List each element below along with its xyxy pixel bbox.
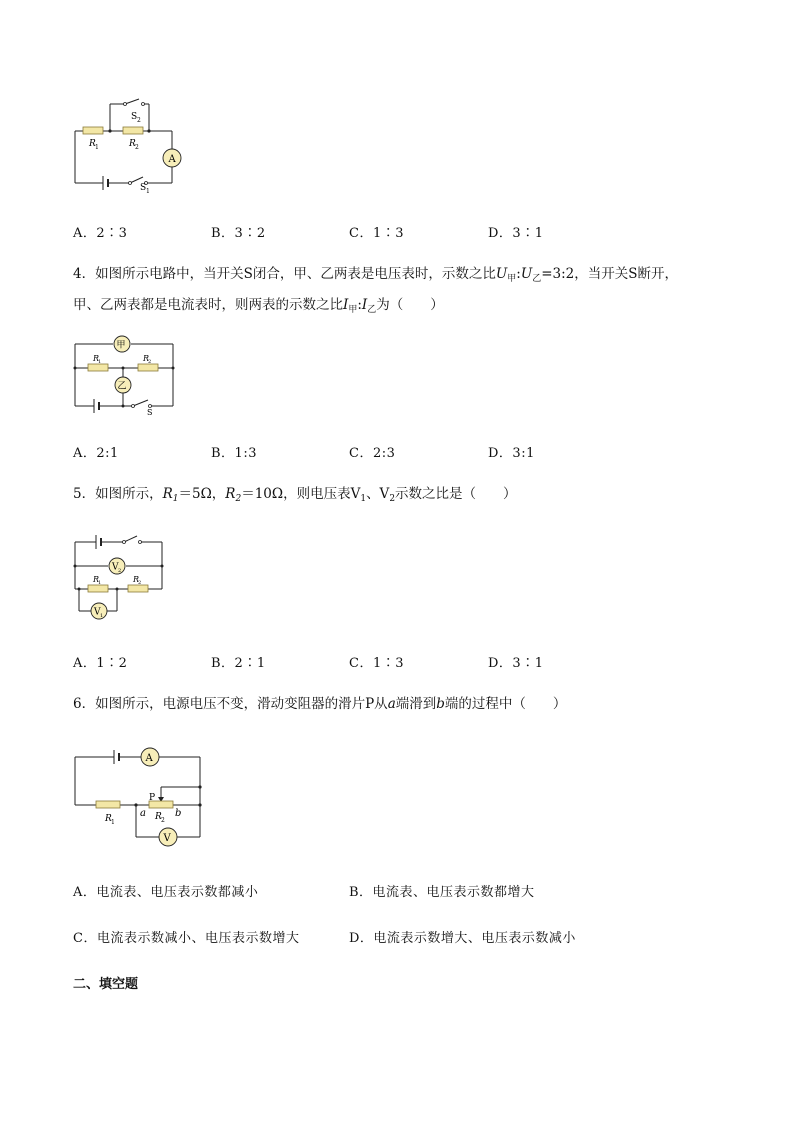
q4-circuit-diagram <box>70 335 180 415</box>
section-title-fill-in: 二、填空题 <box>73 977 139 992</box>
svg-text:P: P <box>149 793 156 803</box>
q6-option-c[interactable]: C．电流表示数减小、电压表示数增大 <box>73 931 300 946</box>
q3-resistor-r1 <box>83 127 103 134</box>
q6-circuit-diagram <box>70 745 210 855</box>
q6-stem: 6．如图所示，电源电压不变，滑动变阻器的滑片P从a端滑到b端的过程中（ ） <box>73 696 567 712</box>
q4-resistor-r1 <box>88 364 108 371</box>
q5-circuit-diagram <box>70 533 170 625</box>
q4-resistor-r2 <box>138 364 158 371</box>
q4-option-c[interactable]: C．2:3 <box>349 446 396 461</box>
svg-text:a: a <box>140 808 146 819</box>
svg-text:2: 2 <box>135 144 139 151</box>
q6-option-b[interactable]: B．电流表、电压表示数都增大 <box>349 885 535 900</box>
svg-text:R: R <box>129 139 136 149</box>
svg-text:1: 1 <box>95 144 99 151</box>
svg-text:R: R <box>89 139 96 149</box>
svg-text:1: 1 <box>146 188 150 195</box>
q5-option-d[interactable]: D．3∶1 <box>488 656 544 671</box>
q6-option-d[interactable]: D．电流表示数增大、电压表示数减小 <box>349 931 576 946</box>
svg-text:A: A <box>145 753 153 764</box>
svg-text:1: 1 <box>98 580 102 586</box>
q5-resistor-r2 <box>128 585 148 592</box>
svg-text:V: V <box>94 607 101 618</box>
svg-text:R: R <box>105 814 112 824</box>
svg-text:乙: 乙 <box>117 381 127 392</box>
svg-text:S: S <box>131 112 138 122</box>
q3-option-a[interactable]: A．2∶3 <box>73 226 128 241</box>
q6-resistor-r1 <box>96 801 120 808</box>
svg-text:2: 2 <box>138 580 142 586</box>
q3-option-c[interactable]: C．1∶3 <box>349 226 404 241</box>
svg-text:R: R <box>143 354 150 363</box>
svg-text:2: 2 <box>137 117 141 124</box>
q5-option-b[interactable]: B．2∶1 <box>211 656 266 671</box>
svg-text:R: R <box>155 812 162 822</box>
svg-text:1: 1 <box>111 819 115 826</box>
svg-text:R: R <box>93 354 100 363</box>
q5-option-a[interactable]: A．1∶2 <box>73 656 128 671</box>
svg-text:S: S <box>147 408 153 417</box>
svg-text:2: 2 <box>161 817 165 824</box>
q4-stem-line1: 4．如图所示电路中，当开关S闭合，甲、乙两表是电压表时，示数之比$U_甲:U_乙=3:2$，当开关S断开， <box>73 266 679 284</box>
svg-text:R: R <box>133 575 140 584</box>
svg-text:1: 1 <box>100 613 104 619</box>
q5-resistor-r1 <box>88 585 108 592</box>
q4-option-a[interactable]: A．2:1 <box>73 446 119 461</box>
svg-text:S: S <box>140 183 147 193</box>
svg-text:1: 1 <box>98 359 102 365</box>
q3-option-b[interactable]: B．3∶2 <box>211 226 266 241</box>
q4-stem-line2: 甲、乙两表都是电流表时，则两表的示数之比$I_甲:I_乙$为（ ） <box>73 297 444 315</box>
svg-text:2: 2 <box>148 359 152 365</box>
svg-text:V: V <box>163 833 171 844</box>
q3-option-d[interactable]: D．3∶1 <box>488 226 544 241</box>
q3-circuit-diagram <box>70 95 190 195</box>
svg-text:A: A <box>168 154 176 165</box>
q4-option-b[interactable]: B．1:3 <box>211 446 257 461</box>
svg-text:2: 2 <box>118 568 122 574</box>
svg-text:甲: 甲 <box>116 340 126 351</box>
q4-option-d[interactable]: D．3:1 <box>488 446 535 461</box>
q5-stem: 5．如图所示，$R_1=5\Omega$，$R_2=10\Omega$，则电压表$V_1$、$V_2$示数之比是（ ） <box>73 486 517 504</box>
svg-text:V: V <box>112 562 119 573</box>
q5-option-c[interactable]: C．1∶3 <box>349 656 404 671</box>
q6-option-a[interactable]: A．电流表、电压表示数都减小 <box>73 885 259 900</box>
svg-text:R: R <box>93 575 100 584</box>
q3-resistor-r2 <box>123 127 143 134</box>
svg-text:b: b <box>175 808 182 819</box>
